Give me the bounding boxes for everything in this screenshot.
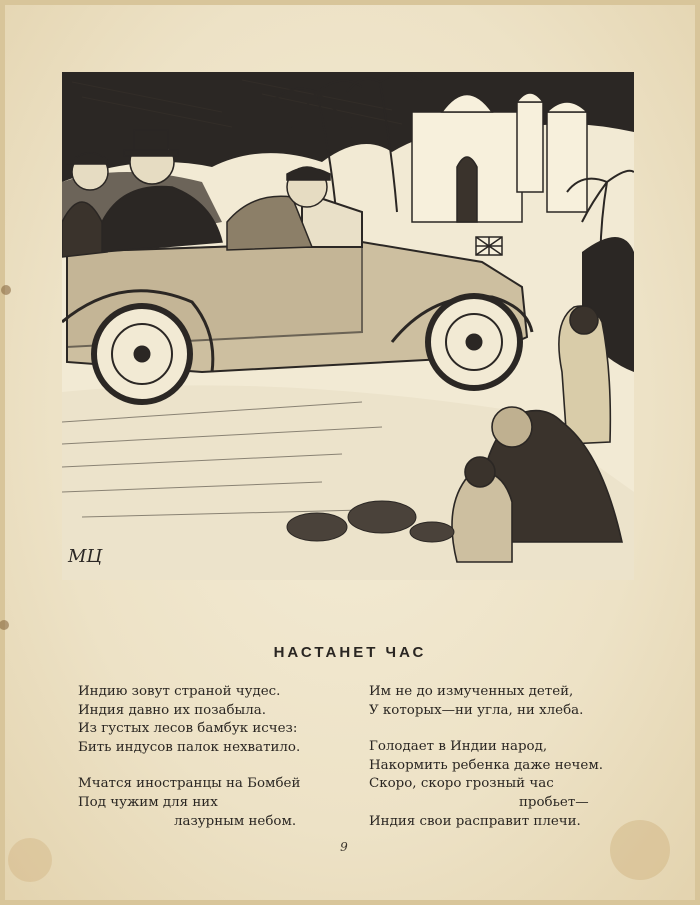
- car-scene-illustration-icon: [62, 72, 634, 580]
- poem-line: Голодает в Индии народ,: [369, 739, 548, 755]
- poem-line: Из густых лесов бамбук исчез:: [78, 721, 298, 737]
- stanza: [369, 738, 629, 831]
- poem-line: Накормить ребенка даже нечем.: [369, 757, 604, 773]
- poem-line: Им не до измученных детей,: [369, 684, 574, 699]
- artist-signature: МЦ: [68, 546, 103, 567]
- poem-line: Мчатся иностранцы на Бомбей: [78, 776, 301, 792]
- poem-title: НАСТАНЕТ ЧАС: [273, 644, 427, 661]
- illustration-car-scene: [62, 72, 634, 580]
- poem-line: Индия давно их позабыла.: [78, 702, 266, 718]
- stanza: [78, 775, 338, 831]
- stanza: [369, 683, 629, 720]
- poem-left-column: [78, 683, 338, 849]
- poem-right-column: [369, 683, 629, 849]
- poem-line: пробьет—: [519, 794, 589, 810]
- poem-line: лазурным небом.: [174, 813, 297, 829]
- page-number: 9: [340, 840, 348, 854]
- poem-line: Скоро, скоро грозный час: [369, 776, 554, 792]
- poem-line: У которых—ни угла, ни хлеба.: [369, 702, 584, 718]
- poem-line: Бить индусов палок нехватило.: [78, 739, 301, 755]
- poem-line: Под чужим для них: [78, 794, 218, 810]
- stanza: [78, 683, 338, 757]
- poem-line: Индию зовут страной чудес.: [78, 684, 281, 699]
- poem-line: Индия свои расправит плечи.: [369, 813, 581, 829]
